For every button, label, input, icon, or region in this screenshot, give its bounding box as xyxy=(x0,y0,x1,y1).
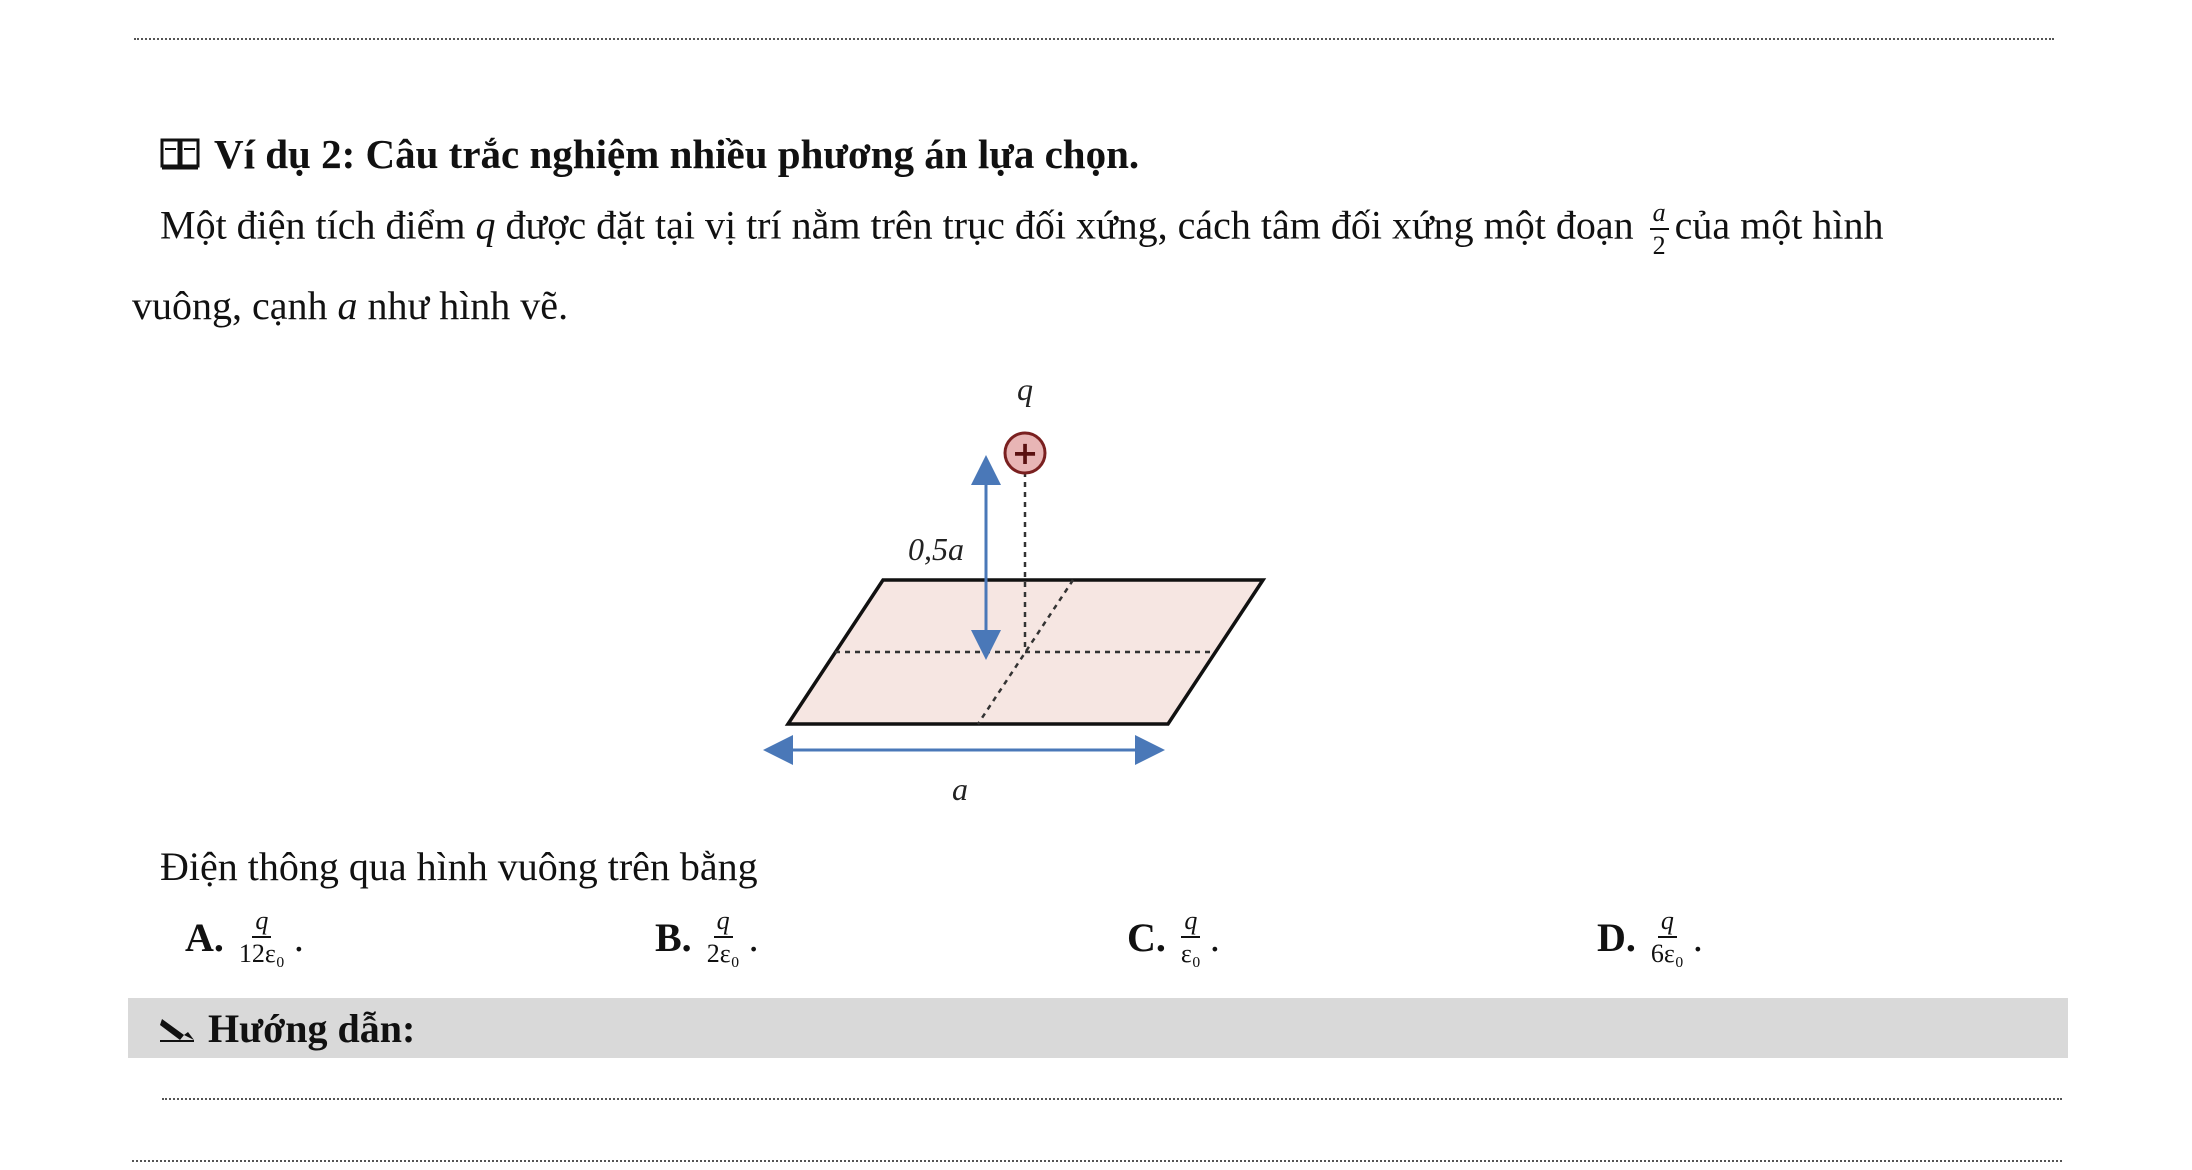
problem-text-2a: vuông, cạnh xyxy=(132,283,338,328)
option-numerator: q xyxy=(714,908,733,938)
option-c xyxy=(1127,908,1220,967)
problem-text-1a: Một điện tích điểm xyxy=(160,202,476,248)
var-a: a xyxy=(337,283,358,328)
pen-icon xyxy=(158,1013,198,1043)
charge-symbol: + xyxy=(1011,434,1039,472)
option-suffix: . xyxy=(1692,915,1703,960)
problem-text-1c: của một hình xyxy=(1674,202,1884,248)
fraction-denominator: 2 xyxy=(1652,231,1666,260)
option-letter: A. xyxy=(185,915,224,960)
option-numerator: q xyxy=(1658,908,1677,938)
problem-line-2 xyxy=(132,282,568,329)
option-suffix: . xyxy=(748,915,759,960)
option-denominator: 2ε₀ xyxy=(706,939,740,968)
option-numerator: q xyxy=(252,908,271,938)
option-letter: D. xyxy=(1597,915,1636,960)
option-letter: C. xyxy=(1127,915,1166,960)
heading-title: Ví dụ 2: Câu trắc nghiệm nhiều phương án lựa chọn. xyxy=(214,131,1140,177)
answer-dotted-line-1 xyxy=(162,1098,2062,1100)
option-denominator: 12ε₀ xyxy=(238,939,285,968)
option-letter: B. xyxy=(655,915,692,960)
option-denominator: ε₀ xyxy=(1180,939,1201,968)
option-suffix: . xyxy=(293,915,304,960)
guide-label: Hướng dẫn: xyxy=(208,1005,416,1051)
option-b xyxy=(655,908,759,967)
square-charge-figure xyxy=(760,360,1300,820)
option-suffix: . xyxy=(1209,915,1220,960)
charge-label: q xyxy=(1017,371,1033,407)
var-q: q xyxy=(475,202,496,248)
option-d xyxy=(1597,908,1703,967)
problem-text-1b: được đặt tại vị trí nằm trên trục đối xứng, cách tâm đối xứng một đoạn xyxy=(495,202,1634,248)
option-fraction xyxy=(1648,908,1687,967)
guide-bar xyxy=(128,998,2068,1058)
option-fraction xyxy=(236,908,288,967)
side-label: a xyxy=(952,771,968,807)
question-text: Điện thông qua hình vuông trên bằng xyxy=(160,844,758,889)
height-label: 0,5a xyxy=(908,531,964,567)
problem-line-1 xyxy=(160,200,1884,259)
option-a xyxy=(185,908,304,967)
fraction-numerator: a xyxy=(1650,200,1669,230)
fraction-a-over-2 xyxy=(1650,200,1669,259)
option-denominator: 6ε₀ xyxy=(1650,939,1684,968)
book-icon xyxy=(160,137,200,171)
option-fraction xyxy=(1178,908,1204,967)
example-heading xyxy=(160,130,1139,178)
top-dotted-line xyxy=(134,38,2054,40)
answer-dotted-line-2 xyxy=(132,1160,2062,1162)
option-numerator: q xyxy=(1181,908,1200,938)
option-fraction xyxy=(704,908,743,967)
problem-text-2b: như hình vẽ. xyxy=(357,283,569,328)
